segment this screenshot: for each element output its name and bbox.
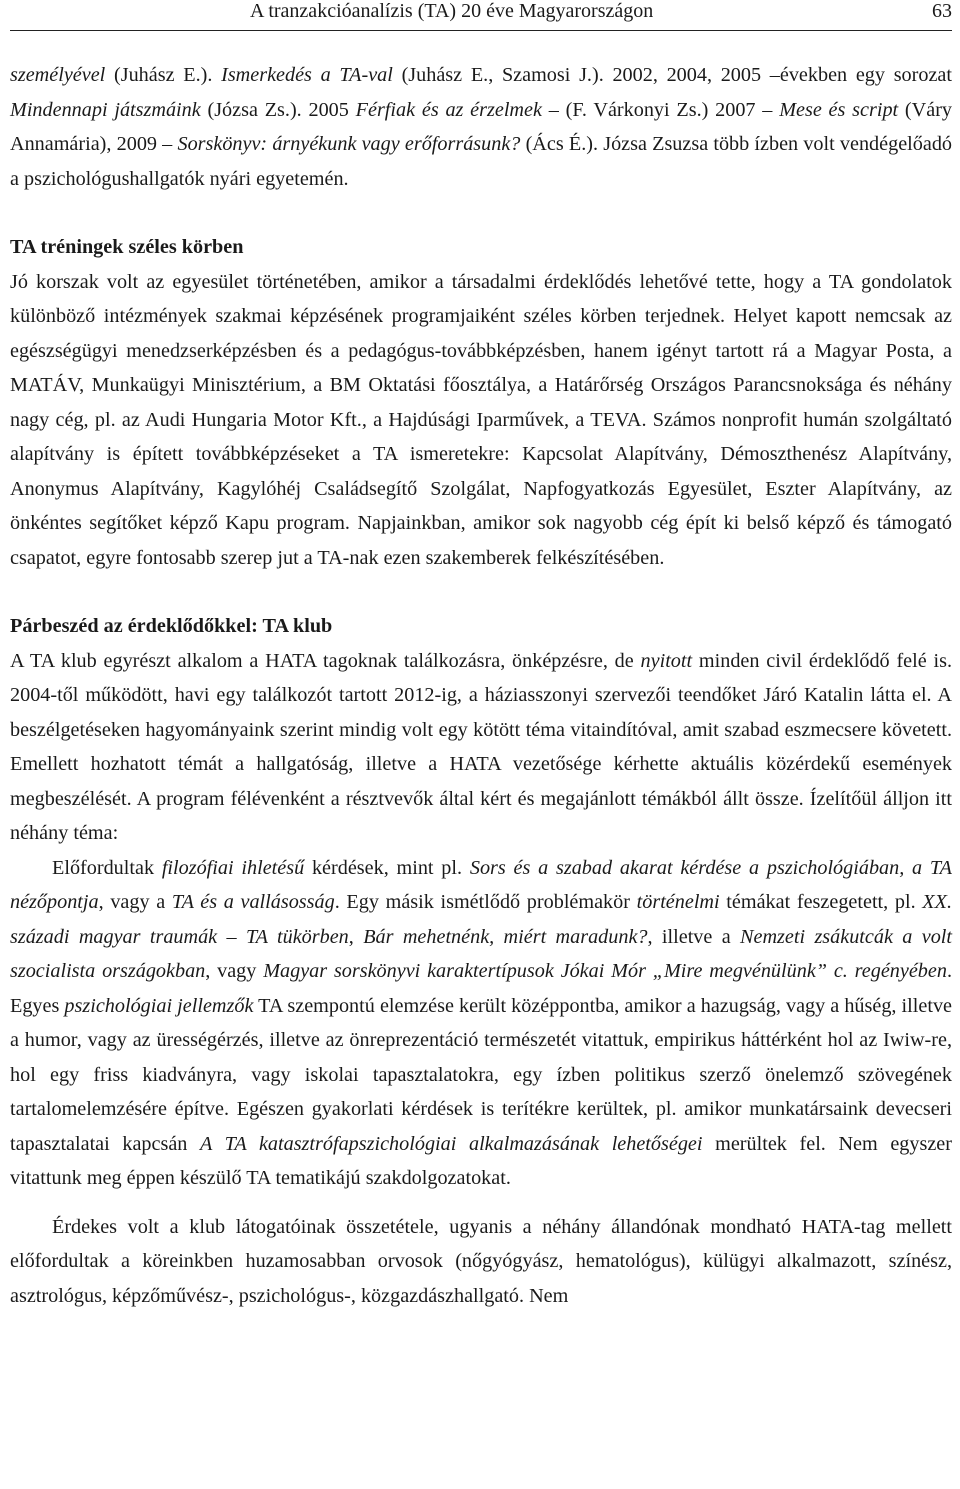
italic-text-run: Sors és a szabad akarat kérdése a pszichológiában, a TA nézőpontja — [10, 856, 952, 913]
italic-text-run: Férfiak és az érzelmek — [355, 98, 542, 121]
italic-text-run: Magyar sorskönyvi karaktertípusok Jókai Mór „Mire megvénülünk” c. regényében — [263, 960, 947, 982]
section-paragraph — [10, 851, 952, 1196]
italic-text-run: személyével — [10, 64, 106, 86]
text-run: (Józsa Zs.). 2005 — [200, 98, 356, 121]
section-paragraph — [10, 1210, 952, 1314]
text-run: , — [348, 925, 364, 948]
italic-text-run: Bár mehetnénk, miért maradunk? — [363, 925, 648, 948]
italic-text-run: nyitott — [640, 649, 693, 672]
italic-text-run: pszichológiai jellemzők — [64, 994, 254, 1017]
text-run: (Ács É.). Józsa Zsuzsa több ízben volt vendégelőadó a pszichológushallgatók nyári egyetemén. — [10, 133, 953, 190]
text-run: Előfordultak — [52, 856, 162, 879]
italic-text-run: Ismerkedés a TA-val — [221, 64, 393, 86]
running-title: A tranzakcióanalízis (TA) 20 éve Magyarországon — [250, 0, 654, 22]
text-run: (Juhász E.). — [105, 64, 222, 86]
text-run: A TA klub egyrészt alkalom a HATA tagoknak találkozásra, önképzésre, de — [10, 649, 641, 672]
italic-text-run: Nemzeti zsákutcák a volt szocialista országokban — [10, 925, 953, 982]
body-text — [10, 58, 952, 1313]
italic-text-run: Sorskönyv: árnyékunk vagy erőforrásunk? — [177, 133, 521, 155]
running-header — [10, 0, 952, 26]
section-heading-ta-trainings: TA tréningek széles körben — [10, 236, 244, 258]
text-run: , vagy a — [98, 891, 172, 913]
italic-text-run: filozófiai ihletésű — [161, 856, 305, 879]
text-run: , vagy — [205, 960, 264, 982]
text-run: – (F. Várkonyi Zs.) 2007 – — [541, 98, 780, 121]
text-run: kérdések, mint pl. — [304, 856, 470, 879]
header-rule — [10, 30, 952, 31]
text-run: Jó korszak volt az egyesület történetében, amikor a társadalmi érdeklődés lehetővé tette, hogy a TA gondolatok különböző intézmények szakmai képzésének programjaiként széles körben terjednek. Helyet kapott nemcsak az egészségügyi menedzserképzésben és a pedagógus-továbbképzésben, hanem igényt tartott rá a Magyar Posta, a MATÁV, Munkaügyi Minisztérium, a BM Oktatási főosztálya, a Határőrség Országos Parancsnoksága és néhány nagy cég, pl. az Audi Hungaria Motor Kft., a Hajdúsági Iparművek, a TEVA. Számos nonprofit humán szolgáltató alapítvány is épített továbbképzéseket a TA ismeretekre: Kapcsolat Alapítvány, Démoszthenész Alapítvány, Anonymus Alapítvány, Kagylóhéj Családsegítő Szolgálat, Napfogyatkozás Egyesület, Eszter Alapítvány, az önkéntes segítőket képző Kapu program. Napjainkban, amikor sok nagyobb cég épít ki belső képző és támogató csapatot, egyre fontosabb szerep jut a TA-nak ezen szakemberek felkészítésében. — [10, 270, 952, 569]
section-heading-ta-club: Párbeszéd az érdeklődőkkel: TA klub — [10, 615, 333, 637]
italic-text-run: történelmi — [636, 891, 720, 913]
text-run: merültek fel. Nem egyszer vitattunk meg éppen készülő TA tematikájú szakdolgozatokat. — [10, 1132, 952, 1189]
text-run: TA szempontú elemzése került középpontba, amikor a hazugság, vagy a hűség, illetve a humor, vagy az ürességérzés, illetve az önreprezentáció természetét vitattuk, empirikus háttérként hol az Iwiw-re, hol egy friss kiadványra, vagy iskolai tapasztalatokra, egy ízben politikus szerző önelemző szövegének tartalomelemzésére építve. Egészen gyakorlati kérdések is terítékre kerültek, pl. amikor munkatársaink devecseri tapasztalatai kapcsán — [10, 994, 953, 1155]
text-run: . Egy másik ismétlődő problémakör — [334, 891, 637, 913]
italic-text-run: Mese és script — [779, 98, 899, 121]
italic-text-run: Mindennapi játszmáink — [10, 98, 201, 121]
italic-text-run: A TA katasztrófapszichológiai alkalmazásának lehetőségei — [200, 1132, 703, 1155]
section-paragraph — [10, 644, 952, 851]
italic-text-run: XX. századi magyar traumák – TA tükörben — [10, 891, 953, 948]
text-run: Érdekes volt a klub látogatóinak összetétele, ugyanis a néhány állandónak mondható HATA-tag mellett előfordultak a köreinkben huzamosabban orvosok (nőgyógyász, hematológus), külügyi alkalmazott, színész, asztrológus, képzőművész-, pszichológus-, közgazdászhallgató. Nem — [10, 1215, 952, 1307]
text-run: . Egyes — [10, 960, 952, 1017]
section-paragraph — [10, 265, 952, 576]
text-run: , illetve a — [647, 925, 741, 948]
text-run: (Juhász E., Szamosi J.). 2002, 2004, 2005 –években egy sorozat — [392, 64, 952, 86]
text-run: (Váry Annamária), 2009 – — [10, 98, 953, 155]
italic-text-run: TA és a vallásosság — [171, 891, 335, 913]
text-run: minden civil érdeklődő felé is. 2004-től működött, havi egy találkozót tartott 2012-ig, a háziasszonyi szervezői teendőket Járó Katalin látta el. A beszélgetéseken hagyományaink szerint mindig volt egy kötött téma vitaindítóval, amit szabad eszmecsere követett. Emellett hozhatott témát a hallgatóság, illetve a HATA vezetősége kérhette aktuális közérdekű események megbeszélését. A program félévenként a résztvevők által kért és megajánlott témákból állt össze. Ízelítőül álljon itt néhány téma: — [10, 649, 952, 844]
text-run: témákat feszegetett, pl. — [719, 891, 923, 913]
intro-paragraph — [10, 58, 952, 196]
page-number: 63 — [932, 0, 952, 22]
